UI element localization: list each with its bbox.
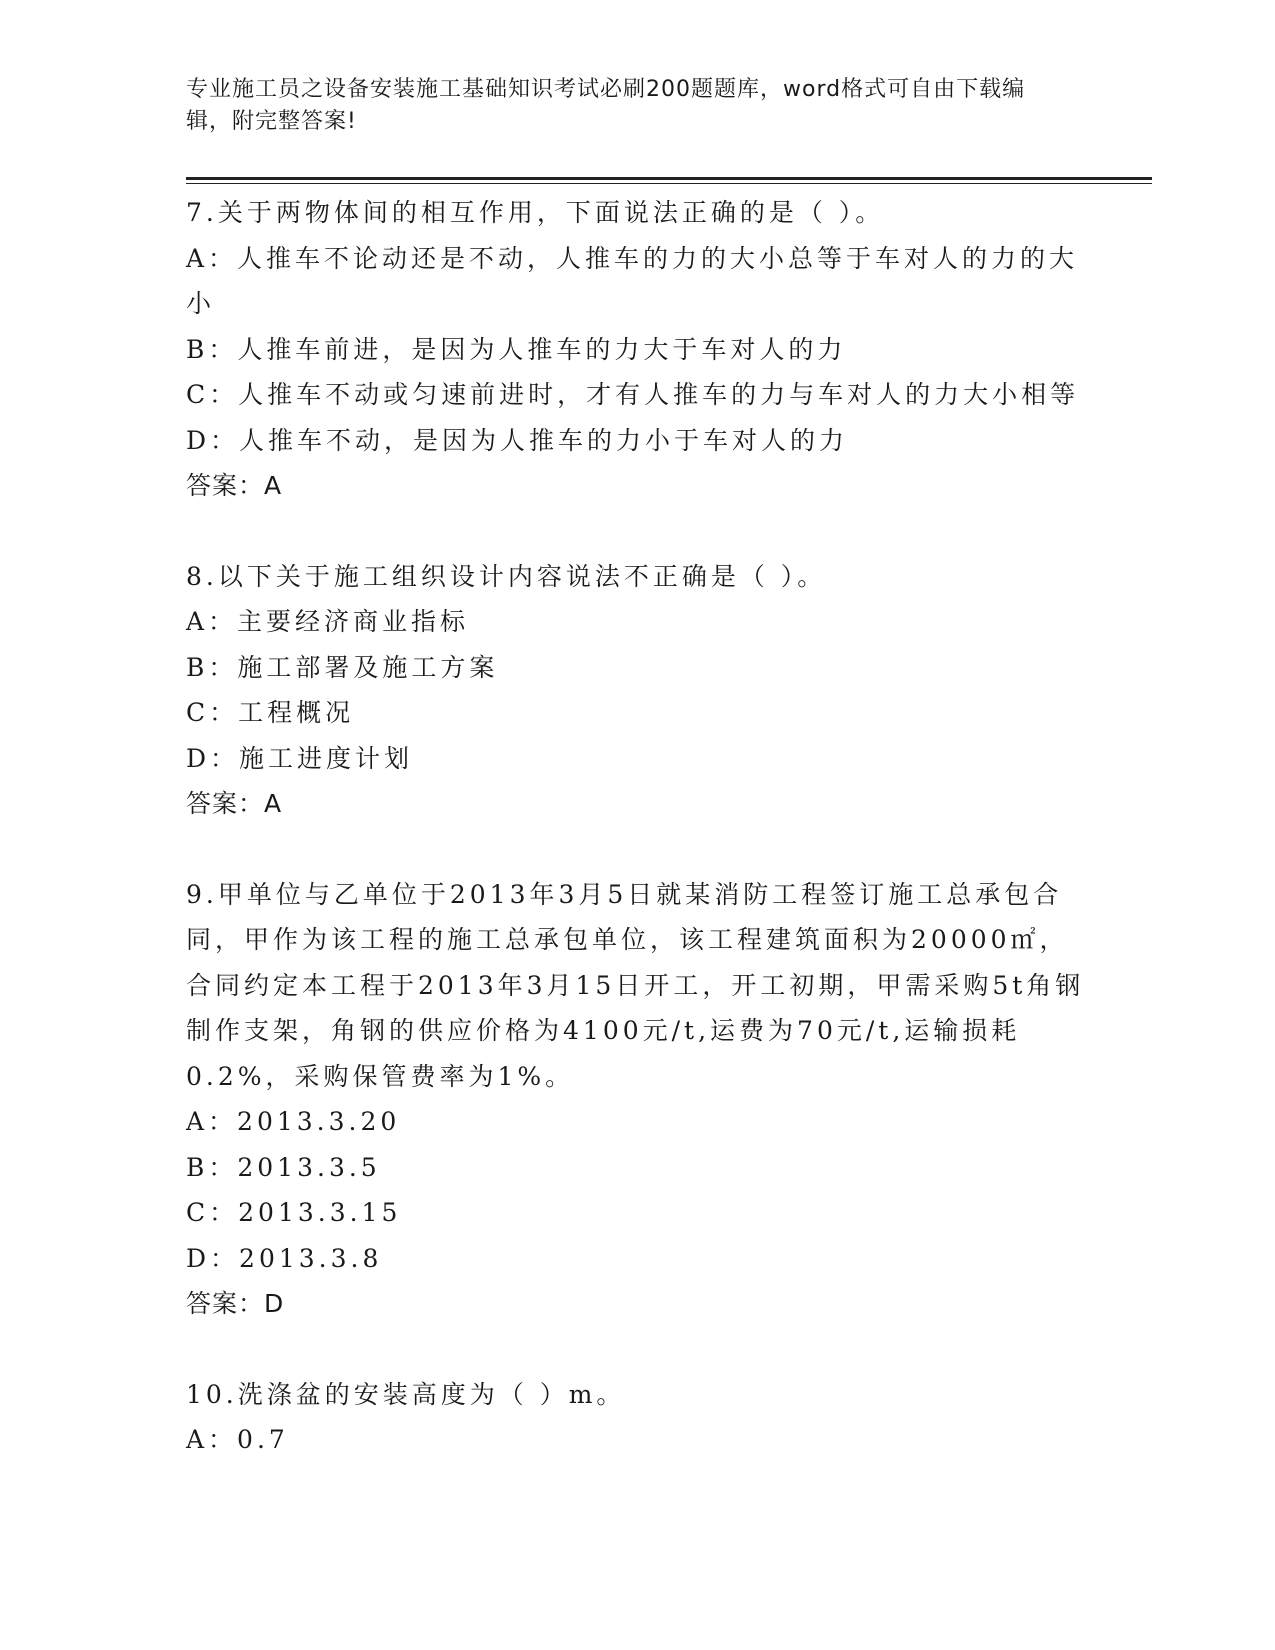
- option-a: A：2013.3.20: [186, 1107, 401, 1136]
- option-d: D：人推车不动，是因为人推车的力小于车对人的力: [186, 425, 849, 455]
- header-divider-thick: [186, 177, 1152, 180]
- question-8: [186, 554, 1086, 827]
- answer-line: 答案：A: [186, 471, 283, 500]
- question-list: [186, 190, 1086, 1463]
- question-stem: 7.关于两物体间的相互作用，下面说法正确的是（ ）。: [186, 198, 885, 227]
- header-divider-thin: [186, 183, 1152, 184]
- question-stem: 10.洗涤盆的安装高度为（ ）m。: [186, 1379, 626, 1409]
- question-9: [186, 872, 1086, 1327]
- question-7: [186, 190, 1086, 509]
- option-b: B：2013.3.5: [186, 1152, 381, 1182]
- option-c: C：人推车不动或匀速前进时，才有人推车的力与车对人的力大小相等: [186, 380, 1080, 409]
- header-title: 专业施工员之设备安装施工基础知识考试必刷200题题库，word格式可自由下载编辑，附完整答案!: [186, 77, 1026, 134]
- question-stem: 9.甲单位与乙单位于2013年3月5日就某消防工程签订施工总承包合同，甲作为该工程的施工总承包单位，该工程建筑面积为20000㎡，合同约定本工程于2013年3月15日开工，开工初期，甲需采购5t角钢制作支架，角钢的供应价格为4100元/t,运费为70元/t,运输损耗0.2%，采购保管费率为1%。: [186, 879, 1085, 1091]
- document-header: [186, 74, 1066, 138]
- option-c: C：2013.3.15: [186, 1198, 402, 1227]
- option-c: C：工程概况: [186, 698, 355, 727]
- answer-line: 答案：A: [186, 789, 283, 818]
- option-b: B：人推车前进，是因为人推车的力大于车对人的力: [186, 334, 847, 364]
- option-b: B：施工部署及施工方案: [186, 652, 499, 682]
- option-d: D：2013.3.8: [186, 1243, 383, 1273]
- question-stem: 8.以下关于施工组织设计内容说法不正确是（ ）。: [186, 561, 827, 591]
- answer-line: 答案：D: [186, 1289, 285, 1318]
- option-a: A：人推车不论动还是不动，人推车的力的大小总等于车对人的力的大小: [186, 243, 1079, 318]
- option-a: A：主要经济商业指标: [186, 607, 470, 636]
- question-10: [186, 1372, 1086, 1463]
- option-a: A：0.7: [186, 1425, 289, 1454]
- option-d: D：施工进度计划: [186, 743, 414, 773]
